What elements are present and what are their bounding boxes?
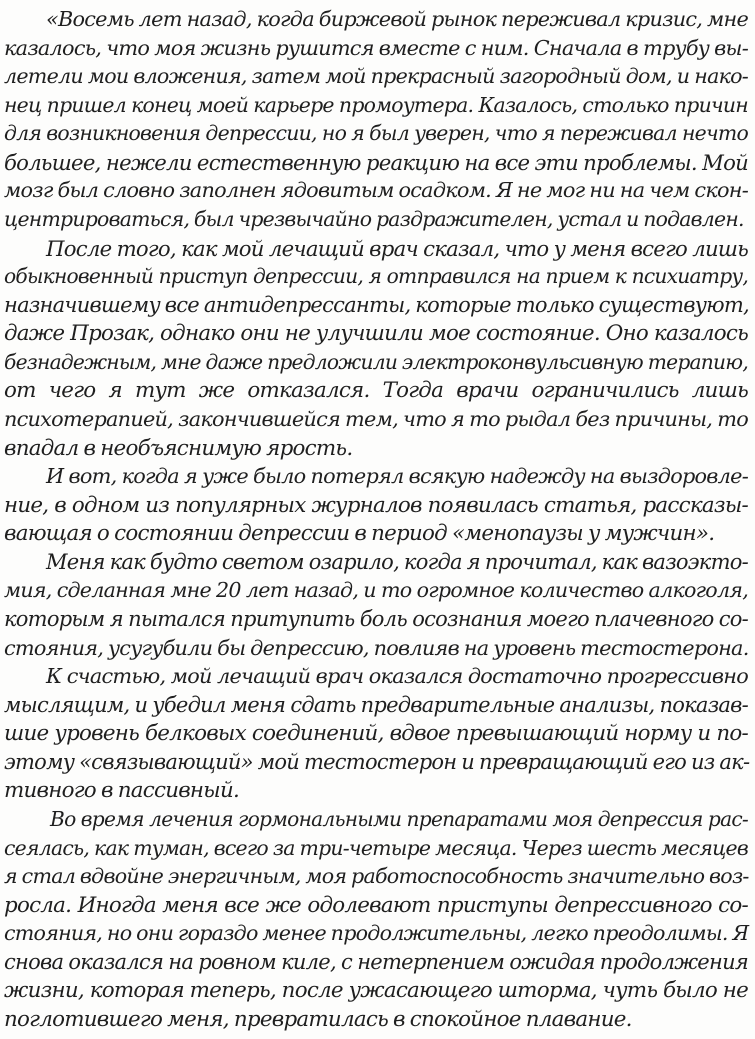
paragraph-5-line-1: К счастью, мой лечащий врач оказался достаточно прогрессивно xyxy=(46,664,748,689)
paragraph-3-line-3: вающая о состоянии депрессии в период «менопаузы у мужчин». xyxy=(4,521,715,547)
paragraph-2-line-6: от чего я тут же отказался. Тогда врачи ограничились лишь xyxy=(4,378,748,404)
paragraph-6-line-6: снова оказался на ровном киле, с нетерпением ожидая продолжения xyxy=(4,949,748,974)
paragraph-6-line-5: стояния, но они гораздо менее продолжительны, легко преодолимы. Я xyxy=(4,921,749,946)
paragraph-3-line-1: И вот, когда я уже было потерял всякую надежду на выздоровле- xyxy=(46,464,748,489)
paragraph-2-line-5: безнадежным, мне даже предложили электроконвульсивную терапию, xyxy=(4,349,748,374)
paragraph-1-line-3: летели мои вложения, затем мой прекрасный загородный дом, и нако- xyxy=(4,64,748,89)
paragraph-5-line-5: тивного в пассивный. xyxy=(4,778,240,804)
paragraph-2-line-4: даже Прозак, однако они не улучшили мое состояние. Оно казалось xyxy=(4,321,748,347)
paragraph-1-line-6: большее, нежели естественную реакцию на все эти проблемы. Мой xyxy=(4,149,748,175)
paragraph-1-line-8: центрироваться, был чрезвычайно раздражителен, устал и подавлен. xyxy=(4,207,744,231)
paragraph-5-line-3: шие уровень белковых соединений, вдвое превышающий норму и по- xyxy=(4,721,748,747)
paragraph-6-line-2: сеялась, как туман, всего за три-четыре месяца. Через шесть месяцев xyxy=(4,835,748,860)
paragraph-4-line-3: которым я пытался притупить боль осознания моего плачевного со- xyxy=(4,607,748,631)
paragraph-6-line-4: росла. Иногда меня все же одолевают приступы депрессивного со- xyxy=(4,892,748,918)
paragraph-1-line-4: нец пришел конец моей карьере промоутера. Казалось, столько причин xyxy=(4,92,748,117)
paragraph-4-line-2: мия, сделанная мне 20 лет назад, и то огромное количество алкоголя, xyxy=(4,578,748,603)
paragraph-5-line-2: мыслящим, и убедил меня сдать предварительные анализы, показав- xyxy=(4,692,748,717)
paragraph-4-line-4: стояния, усугубили бы депрессию, повлияв на уровень тестостерона. xyxy=(4,635,749,660)
paragraph-3-line-2: ние, в одном из популярных журналов появилась статья, рассказы- xyxy=(4,492,748,518)
paragraph-4-line-1: Меня как будто светом озарило, когда я прочитал, как вазоэкто- xyxy=(46,549,748,574)
paragraph-2-line-8: впадал в необъяснимую ярость. xyxy=(4,435,353,461)
paragraph-6-line-7: жизни, которая теперь, после ужасающего шторма, чуть было не xyxy=(4,978,748,1004)
paragraph-2-line-1: После того, как мой лечащий врач сказал, что у меня всего лишь xyxy=(46,235,748,261)
paragraph-1-line-1: «Восемь лет назад, когда биржевой рынок переживал кризис, мне xyxy=(46,7,748,31)
paragraph-6-line-1: Во время лечения гормональными препаратами моя депрессия рас- xyxy=(50,807,748,831)
paragraph-2-line-7: психотерапией, закончившейся тем, что я то рыдал без причины, то xyxy=(4,407,748,431)
paragraph-2-line-2: обыкновенный приступ депрессии, я отправился на прием к психиатру, xyxy=(4,264,748,289)
paragraph-2-line-3: назначившему все антидепрессанты, которые только существуют, xyxy=(4,292,749,317)
paragraph-1-line-5: для возникновения депрессии, но я был уверен, что я переживал нечто xyxy=(4,121,748,146)
paragraph-6-line-8: поглотившего меня, превратилась в спокойное плавание. xyxy=(4,1007,632,1032)
paragraph-6-line-3: я стал вдвойне энергичным, моя работоспособность значительно воз- xyxy=(4,864,749,889)
paragraph-1-line-7: мозг был словно заполнен ядовитым осадком. Я не мог ни на чем скон- xyxy=(4,178,748,203)
paragraph-1-line-2: казалось, что моя жизнь рушится вместе с ним. Сначала в трубу вы- xyxy=(4,35,748,60)
paragraph-5-line-4: этому «связывающий» мой тестостерон и превращающий его из ак- xyxy=(4,749,750,774)
